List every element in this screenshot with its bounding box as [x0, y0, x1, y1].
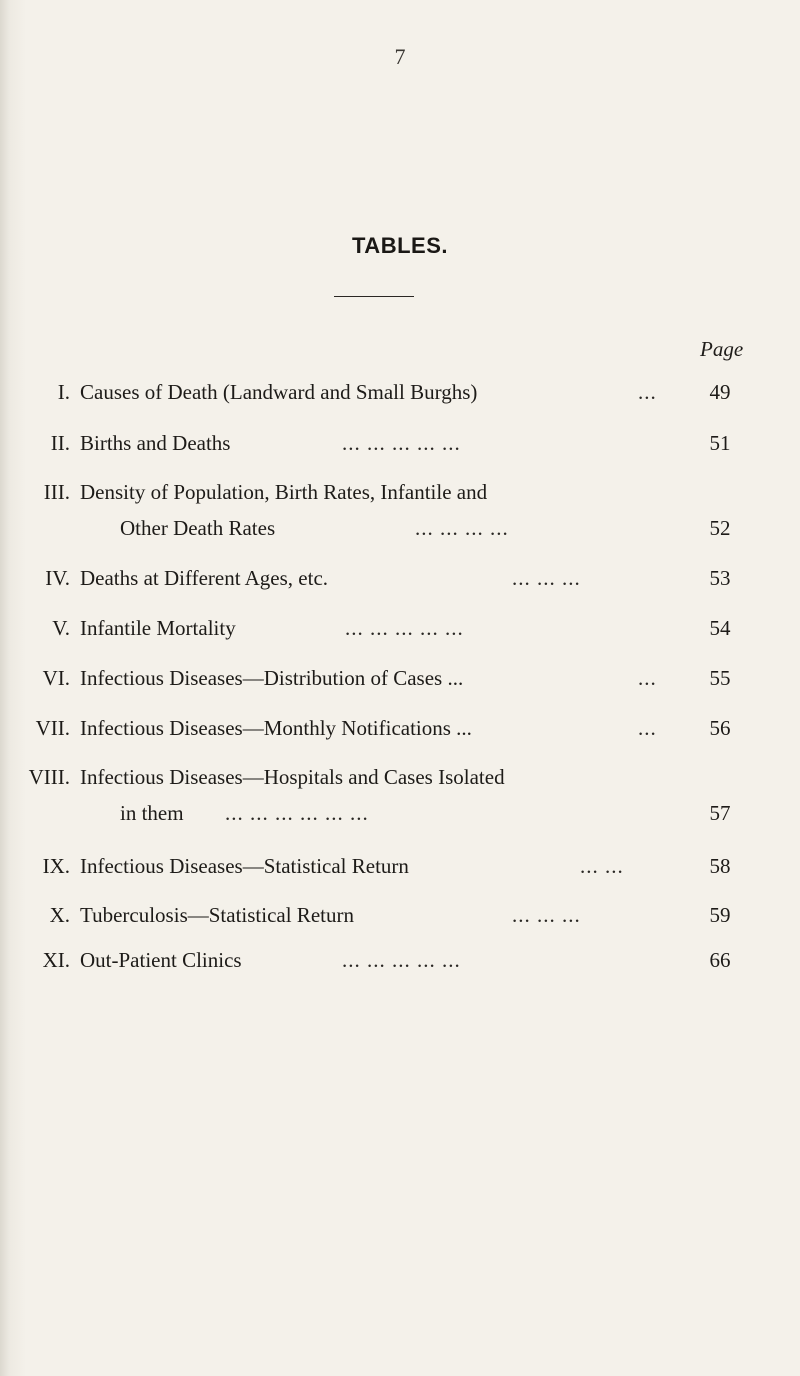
entry-title: Causes of Death (Landward and Small Burghs)	[80, 380, 478, 404]
entry-numeral: VI.	[42, 666, 70, 690]
entry-title: Density of Population, Birth Rates, Infantile and	[80, 480, 488, 504]
entry-title: Deaths at Different Ages, etc.	[80, 566, 329, 590]
entry-page: 52	[709, 516, 731, 540]
entry-page: 66	[709, 948, 731, 972]
leader-dots: ...	[638, 666, 657, 690]
entry-numeral: VIII.	[28, 765, 70, 789]
leader-dots: ...	[638, 380, 657, 404]
entry-numeral: IV.	[45, 566, 70, 590]
entry-title: Infantile Mortality	[80, 616, 236, 640]
entry-title: Tuberculosis—Statistical Return	[80, 903, 354, 927]
entry-title-continued: Other Death Rates	[120, 516, 276, 540]
page-column-label: Page	[700, 337, 744, 361]
leader-dots: ... ... ... ... ...	[342, 431, 461, 455]
entry-title: Infectious Diseases—Statistical Return	[80, 854, 409, 878]
entry-numeral: XI.	[42, 948, 70, 972]
entry-numeral: III.	[43, 480, 70, 504]
entry-title: Out-Patient Clinics	[80, 948, 242, 972]
leader-dots: ... ... ... ... ... ...	[225, 801, 369, 825]
leader-dots: ... ... ...	[512, 903, 581, 927]
entry-page: 56	[709, 716, 731, 740]
entry-numeral: II.	[50, 431, 70, 455]
entry-numeral: IX.	[42, 854, 70, 878]
entry-numeral: X.	[49, 903, 70, 927]
entry-title: Births and Deaths	[80, 431, 231, 455]
leader-dots: ... ... ... ... ...	[342, 948, 461, 972]
leader-dots: ... ... ...	[512, 566, 581, 590]
entry-numeral: V.	[52, 616, 70, 640]
entry-page: 49	[709, 380, 731, 404]
leader-dots: ... ...	[580, 854, 624, 878]
leader-dots: ... ... ... ...	[415, 516, 509, 540]
entry-page: 57	[709, 801, 731, 825]
entry-page: 51	[709, 431, 731, 455]
entry-title: Infectious Diseases—Monthly Notifications ...	[80, 716, 472, 740]
entry-numeral: VII.	[35, 716, 70, 740]
entry-title: Infectious Diseases—Hospitals and Cases Isolated	[80, 765, 505, 789]
entry-page: 55	[709, 666, 731, 690]
entry-title: Infectious Diseases—Distribution of Cases ...	[80, 666, 464, 690]
entry-page: 54	[709, 616, 731, 640]
leader-dots: ...	[638, 716, 657, 740]
entry-page: 58	[709, 854, 731, 878]
page-title: TABLES.	[352, 233, 448, 258]
entry-page: 59	[709, 903, 731, 927]
entry-page: 53	[709, 566, 731, 590]
entry-title-continued: in them	[120, 801, 184, 825]
entry-numeral: I.	[57, 380, 70, 404]
leader-dots: ... ... ... ... ...	[345, 616, 464, 640]
divider-rule	[334, 296, 414, 297]
page-number: 7	[394, 44, 406, 69]
